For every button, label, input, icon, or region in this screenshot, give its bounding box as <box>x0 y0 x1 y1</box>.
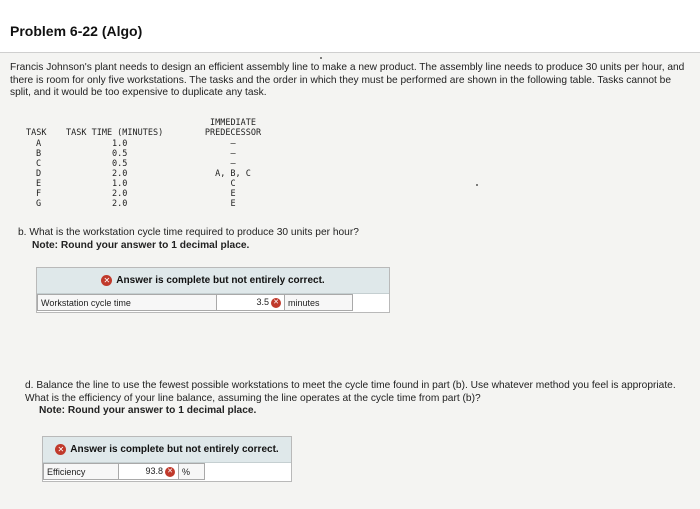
cycle-time-label: Workstation cycle time <box>37 294 217 311</box>
efficiency-unit: % <box>179 463 205 480</box>
problem-intro: Francis Johnson's plant needs to design an efficient assembly line to make a new product. The assembly line needs to produce 30 units per hour, and there is room for only five workstations. The tasks and the order in which they must be performed are shown in the following table. Tasks cannot be split, and it would be too expensive to duplicate any task. <box>10 62 685 98</box>
predecessor-cell: – <box>230 159 236 169</box>
predecessor-cell: C <box>230 179 236 189</box>
time-cell: 2.0 <box>112 199 128 209</box>
time-cell: 1.0 <box>112 179 128 189</box>
header-bar <box>0 0 700 53</box>
cycle-time-unit: minutes <box>285 294 353 311</box>
part-d-banner-text: Answer is complete but not entirely correct. <box>70 444 279 455</box>
part-b-answer-banner <box>37 268 389 294</box>
header-task-time: TASK TIME (MINUTES) <box>66 128 164 138</box>
task-cell: D <box>36 169 42 179</box>
efficiency-label: Efficiency <box>43 463 119 480</box>
part-b-answer-row <box>37 294 353 311</box>
part-d-answer-box <box>42 436 292 482</box>
cycle-time-value: 3.5 <box>256 297 269 307</box>
part-b-answer-box <box>36 267 390 313</box>
time-cell: 2.0 <box>112 169 128 179</box>
incorrect-icon: ✕ <box>271 298 281 308</box>
time-cell: 0.5 <box>112 159 128 169</box>
part-b-note: Note: Round your answer to 1 decimal place. <box>32 239 250 251</box>
part-b-question-text: b. What is the workstation cycle time required to produce 30 units per hour? <box>18 227 359 238</box>
predecessor-cell: E <box>230 189 236 199</box>
time-cell: 2.0 <box>112 189 128 199</box>
cycle-time-input[interactable] <box>217 294 285 311</box>
incorrect-icon: ✕ <box>55 444 66 455</box>
task-cell: F <box>36 189 42 199</box>
part-d-question <box>25 380 685 418</box>
task-cell: G <box>36 199 42 209</box>
incorrect-icon: ✕ <box>165 467 175 477</box>
part-d-note: Note: Round your answer to 1 decimal place. <box>39 405 257 416</box>
incorrect-icon: ✕ <box>101 275 112 286</box>
part-d-answer-banner <box>43 437 291 463</box>
part-d-answer-row <box>43 463 205 480</box>
efficiency-input[interactable] <box>119 463 179 480</box>
header-task: TASK <box>26 128 47 138</box>
header-predecessor-1: IMMEDIATE <box>209 118 257 128</box>
stray-dot <box>320 57 322 59</box>
time-cell: 1.0 <box>112 139 128 149</box>
task-cell: E <box>36 179 42 189</box>
predecessor-cell: – <box>230 149 236 159</box>
predecessor-cell: A, B, C <box>215 169 251 179</box>
page-title: Problem 6-22 (Algo) <box>10 23 143 39</box>
efficiency-value: 93.8 <box>145 466 163 476</box>
task-cell: C <box>36 159 42 169</box>
predecessor-cell: – <box>230 139 236 149</box>
header-predecessor-2: PREDECESSOR <box>204 128 262 138</box>
part-d-question-text: d. Balance the line to use the fewest possible workstations to meet the cycle time found in part (b). Use whatever method you feel is appropriate. What is the efficiency of your line balance, assuming the line operates at the cycle time from part (b)? <box>25 380 676 404</box>
stray-dot <box>476 184 478 186</box>
task-cell: B <box>36 149 42 159</box>
task-cell: A <box>36 139 42 149</box>
part-b-banner-text: Answer is complete but not entirely correct. <box>116 275 325 286</box>
part-b-question <box>18 227 678 252</box>
time-cell: 0.5 <box>112 149 128 159</box>
predecessor-cell: E <box>230 199 236 209</box>
